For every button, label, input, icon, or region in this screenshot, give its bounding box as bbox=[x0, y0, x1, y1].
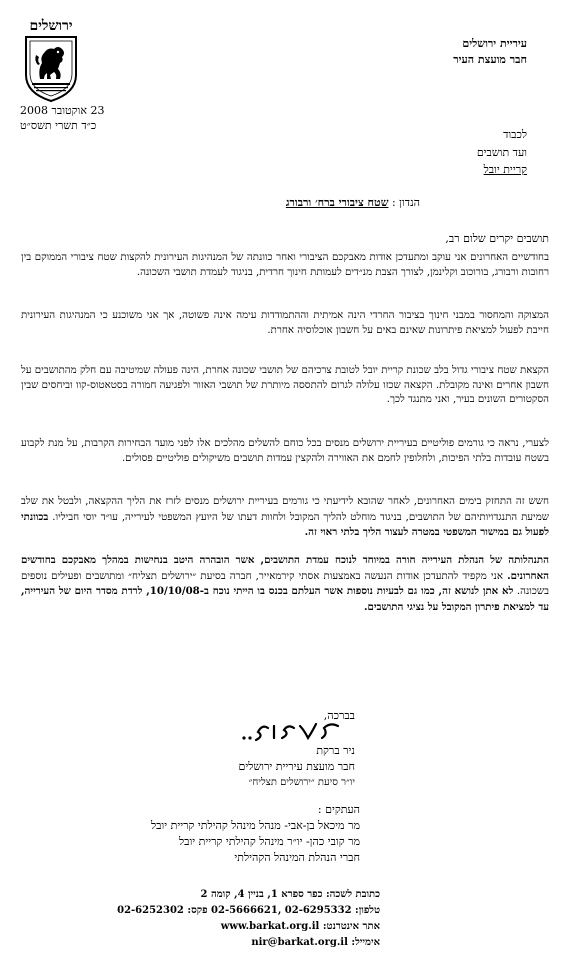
paragraph-4 bbox=[21, 437, 549, 466]
recipient-committee: ועד תושבים bbox=[476, 146, 527, 159]
signer-title: חבר מועצת עיריית ירושלים bbox=[238, 760, 355, 773]
paragraph-5-bold-text: בכוונתי לפעול גם במישור המשפטי במטרה לעצור הליך בלתי ראוי זה. bbox=[21, 510, 549, 539]
footer-email-label: אימייל: bbox=[351, 937, 380, 948]
subject-text: שטח ציבורי ברח׳ ורבורג bbox=[285, 196, 389, 209]
handwritten-signature bbox=[238, 718, 348, 746]
paragraph-4-text: לצערי, נראה כי גורמים פוליטיים בעיריית ירושלים מנסים בכל כוחם להשלים מהלכים אלו לפני מועד הבחירות הקרבות, על מנת לקבוע בשטח עובדות בלתי הפיכות, ולחלופין לחמם את האווירה ולהקצין עמדות תושבים משיקולים פוליטיים פסולים. bbox=[21, 438, 549, 464]
org-subtitle: חבר מועצת העיר bbox=[453, 53, 527, 66]
footer-email bbox=[60, 935, 380, 950]
paragraph-6-bold-text-2: לא אתן לנושא זה, כמו גם לבעיות נוספות אשר העלתם בכנס בו הייתי נוכח ב-10/10/08, לרדת מסדר היום של העירייה, עד למציאת פיתרון המקובל על נציגי התושבים. bbox=[21, 585, 549, 613]
recipient-salutation: לכבוד bbox=[503, 128, 527, 141]
paragraph-1 bbox=[21, 251, 549, 280]
paragraph-5 bbox=[21, 495, 549, 541]
footer-website-label: אתר אינטרנט: bbox=[322, 921, 380, 932]
subject-label: הנדון : bbox=[391, 196, 420, 209]
org-name: עיריית ירושלים bbox=[462, 37, 527, 50]
signer-name: ניר ברקת bbox=[316, 744, 355, 757]
paragraph-3 bbox=[21, 364, 549, 408]
footer-website bbox=[60, 919, 380, 934]
paragraph-2-text: המצוקה והמחסור במבני חינוך בציבור החרדי הינה אמיתית וההתמודדות עימה אינה פשוטה, אך אני משוכנע כי המנהיגות העירונית חייבת לפעול למציאת פיתרונות שאינם באים על חשבון אוכלוסיה אחרת. bbox=[21, 310, 549, 336]
signer-party: יו״ר סיעת ״ירושלים תצליח״ bbox=[248, 777, 355, 788]
subject-line bbox=[120, 195, 420, 210]
paragraph-5-text: חשש זה התחזק בימים האחרונים, לאחר שהובא לידיעתי כי גורמים בעיריית ירושלים מנסים לזרז את הליך ההקצאה, ולבטל את שלב שמיעת התנגדויותיהם של התושבים, בניגוד מוחלט להליך המקובל ולחוות דעתו של היועץ המשפטי לעירייה, עו״ד יוסי חביליו. bbox=[21, 496, 549, 523]
lion-shield-icon bbox=[22, 35, 80, 103]
recipient-neighborhood bbox=[407, 162, 527, 177]
paragraph-6-text: אני מקפיד להתעדכן אודות הנעשה באמצעות אסתי קירמאייר, חברה בסיעת ״ירושלים תצליח״ ומתושבים ופעילים נוספים בשכונה. bbox=[21, 570, 549, 598]
paragraph-2 bbox=[21, 309, 549, 338]
gregorian-date: 23 אוקטובר 2008 bbox=[20, 104, 105, 117]
copies-label: העתקים : bbox=[317, 803, 360, 816]
closing: בברכה, bbox=[323, 709, 355, 722]
paragraph-6-bold-text-1: התנהלותה של הנהלת העירייה חורה במיוחד לנוכח עמדת התושבים, אשר הובהרה היטב בנחישות במהלך מאבקכם בחודשים האחרונים. bbox=[21, 554, 549, 582]
paragraph-3-text: הקצאת שטח ציבורי גדול בלב שכונת קריית יובל לטובת צרכיהם של תושבי שכונה אחרת, הינה פעולה שמיטיבה עם חלק מהתושבים על חשבון אחרים ואינה מקובלת. הקצאה שכזו עלולה לגרום להתססה מיותרת של תושבי האזור ולפגיעה חמורה בסטאטוס-קוו וביחסים שבין הסקטורים השונים בעיר, ואני מתנגד לכך. bbox=[21, 365, 549, 406]
greeting: תושבים יקרים שלום רב, bbox=[445, 232, 549, 245]
copy-recipient-3: חברי הנהלת המינהל הקהילתי bbox=[234, 851, 360, 864]
jerusalem-emblem-logo bbox=[22, 18, 80, 104]
footer-email-link[interactable]: nir@barkat.org.il bbox=[251, 937, 348, 948]
emblem-logo-text: ירושלים bbox=[29, 18, 73, 34]
paragraph-1-text: בחודשיים האחרונים אני עוקב ומתעדכן אודות מאבקכם הציבורי ואחר כוונתה של המנהיגות העירונית להקצות שטח ציבורי הממוקם בין רחובות ורבורג, בורוכוב וקלינמן, לצורך הצבת מנ״דים לעמותת חינוך חרדית, בניגוד לעמדת תושבי השכונה. bbox=[21, 252, 549, 278]
footer-phones: טלפון: 02-6295332 ,02-5666621 פקס: 02-6252302 bbox=[117, 905, 380, 916]
paragraph-6 bbox=[21, 553, 549, 615]
footer-website-link[interactable]: www.barkat.org.il bbox=[220, 921, 320, 932]
hebrew-date: כ״ד תשרי תשס״ט bbox=[20, 119, 97, 132]
recipient-neighborhood-text: קריית יובל bbox=[483, 163, 527, 176]
copy-recipient-2: מר קובי כהן- יו״ר מינהל קהילתי קריית יובל bbox=[179, 835, 360, 848]
copy-recipient-1: מר מיכאל בן-אבי- מנהל מינהל קהילתי קריית יובל bbox=[150, 819, 360, 832]
footer-address: כתובת לשכה: כפר ספרא 1, בניין 4, קומה 2 bbox=[200, 889, 380, 900]
